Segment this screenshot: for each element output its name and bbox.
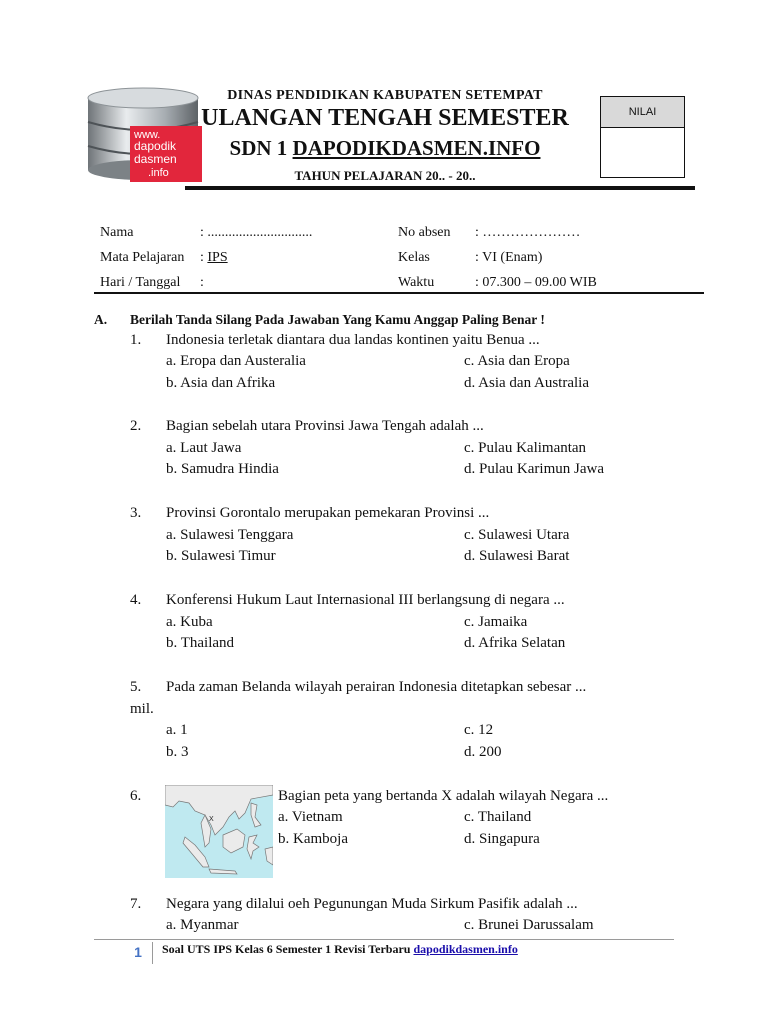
- question-1-number: 1.: [130, 332, 142, 348]
- header-rule: [185, 186, 695, 190]
- question-6-option-b[interactable]: b. Kamboja: [278, 831, 348, 847]
- section-letter: A.: [94, 312, 108, 327]
- question-5-option-d[interactable]: d. 200: [464, 744, 502, 760]
- question-4-option-b[interactable]: b. Thailand: [166, 635, 235, 651]
- question-6-option-d[interactable]: d. Singapura: [464, 831, 540, 847]
- question-4-text: Konferensi Hukum Laut Internasional III berlangsung di negara ...: [166, 592, 565, 608]
- question-2-text: Bagian sebelah utara Provinsi Jawa Tengah adalah ...: [166, 418, 484, 434]
- page-number: 1: [134, 944, 142, 960]
- absent-number-label: No absen: [398, 225, 451, 240]
- question-4-option-d[interactable]: d. Afrika Selatan: [464, 635, 566, 651]
- class-label: Kelas: [398, 250, 430, 265]
- question-4-option-c[interactable]: c. Jamaika: [464, 614, 528, 630]
- question-2-option-b[interactable]: b. Samudra Hindia: [166, 461, 279, 477]
- question-3-number: 3.: [130, 505, 142, 521]
- question-6-option-a[interactable]: a. Vietnam: [278, 809, 343, 825]
- question-3-text: Provinsi Gorontalo merupakan pemekaran Provinsi ...: [166, 505, 490, 521]
- name-field[interactable]: : ..............................: [200, 225, 313, 240]
- exam-title: ULANGAN TENGAH SEMESTER: [201, 105, 569, 131]
- southeast-asia-map: [165, 785, 273, 878]
- question-7-option-a[interactable]: a. Myanmar: [166, 917, 239, 933]
- time-label: Waktu: [398, 275, 435, 290]
- logo-text-www: www.: [134, 129, 161, 141]
- name-label: Nama: [100, 225, 134, 240]
- question-7-text: Negara yang dilalui oeh Pegunungan Muda Sirkum Pasifik adalah ...: [166, 896, 578, 912]
- question-7-option-c[interactable]: c. Brunei Darussalam: [464, 917, 594, 933]
- date-label: Hari / Tanggal: [100, 275, 181, 290]
- school-logo: [84, 86, 206, 182]
- time-value: : 07.300 – 09.00 WIB: [475, 275, 597, 290]
- section-instruction: Berilah Tanda Silang Pada Jawaban Yang Kamu Anggap Paling Benar !: [130, 312, 545, 327]
- subject-name: IPS: [207, 250, 228, 265]
- subject-colon: :: [200, 250, 204, 265]
- question-3-option-d[interactable]: d. Sulawesi Barat: [464, 548, 570, 564]
- school-prefix: SDN 1: [229, 136, 288, 160]
- academic-year: TAHUN PELAJARAN 20.. - 20..: [294, 168, 476, 183]
- svg-text:X: X: [209, 816, 214, 823]
- identity-rule: [94, 292, 704, 294]
- question-7-number: 7.: [130, 896, 142, 912]
- question-5-text-continued: mil.: [130, 701, 154, 717]
- question-5-option-c[interactable]: c. 12: [464, 722, 494, 738]
- score-label: NILAI: [601, 97, 684, 128]
- question-1-text: Indonesia terletak diantara dua landas kontinen yaitu Benua ...: [166, 332, 540, 348]
- question-5-option-b[interactable]: b. 3: [166, 744, 189, 760]
- logo-text-info: .info: [148, 167, 169, 179]
- class-value: : VI (Enam): [475, 250, 543, 265]
- question-5-number: 5.: [130, 679, 142, 695]
- question-2-option-d[interactable]: d. Pulau Karimun Jawa: [464, 461, 604, 477]
- logo-text-dasmen: dasmen: [134, 152, 177, 166]
- question-1-option-a[interactable]: a. Eropa dan Austeralia: [166, 353, 306, 369]
- question-1-option-c[interactable]: c. Asia dan Eropa: [464, 353, 570, 369]
- question-6-number: 6.: [130, 788, 142, 804]
- question-6-text: Bagian peta yang bertanda X adalah wilayah Negara ...: [278, 788, 609, 804]
- footer-text: [162, 942, 518, 957]
- question-2-option-c[interactable]: c. Pulau Kalimantan: [464, 440, 587, 456]
- question-5-text: Pada zaman Belanda wilayah perairan Indonesia ditetapkan sebesar ...: [166, 679, 587, 695]
- question-4-option-a[interactable]: a. Kuba: [166, 614, 213, 630]
- question-3-option-c[interactable]: c. Sulawesi Utara: [464, 527, 570, 543]
- question-3-option-b[interactable]: b. Sulawesi Timur: [166, 548, 276, 564]
- agency-name: DINAS PENDIDIKAN KABUPATEN SETEMPAT: [227, 88, 543, 103]
- subject-label: Mata Pelajaran: [100, 250, 185, 265]
- footer-rule: [94, 939, 674, 940]
- footer-title: Soal UTS IPS Kelas 6 Semester 1 Revisi Terbaru: [162, 942, 411, 956]
- school-name: [200, 136, 570, 161]
- subject-value: [200, 250, 228, 266]
- question-2-number: 2.: [130, 418, 142, 434]
- question-3-option-a[interactable]: a. Sulawesi Tenggara: [166, 527, 294, 543]
- question-4-number: 4.: [130, 592, 142, 608]
- logo-text-dapodik: dapodik: [134, 139, 177, 153]
- absent-number-field[interactable]: : …………………: [475, 225, 581, 240]
- question-1-option-d[interactable]: d. Asia dan Australia: [464, 375, 589, 391]
- question-6-option-c[interactable]: c. Thailand: [464, 809, 532, 825]
- school-website: DAPODIKDASMEN.INFO: [292, 136, 541, 160]
- question-2-option-a[interactable]: a. Laut Jawa: [166, 440, 242, 456]
- footer-link[interactable]: dapodikdasmen.info: [413, 942, 518, 956]
- date-field[interactable]: :: [200, 275, 204, 290]
- footer-separator: [152, 942, 153, 964]
- question-1-option-b[interactable]: b. Asia dan Afrika: [166, 375, 276, 391]
- score-box: [600, 96, 685, 178]
- question-5-option-a[interactable]: a. 1: [166, 722, 188, 738]
